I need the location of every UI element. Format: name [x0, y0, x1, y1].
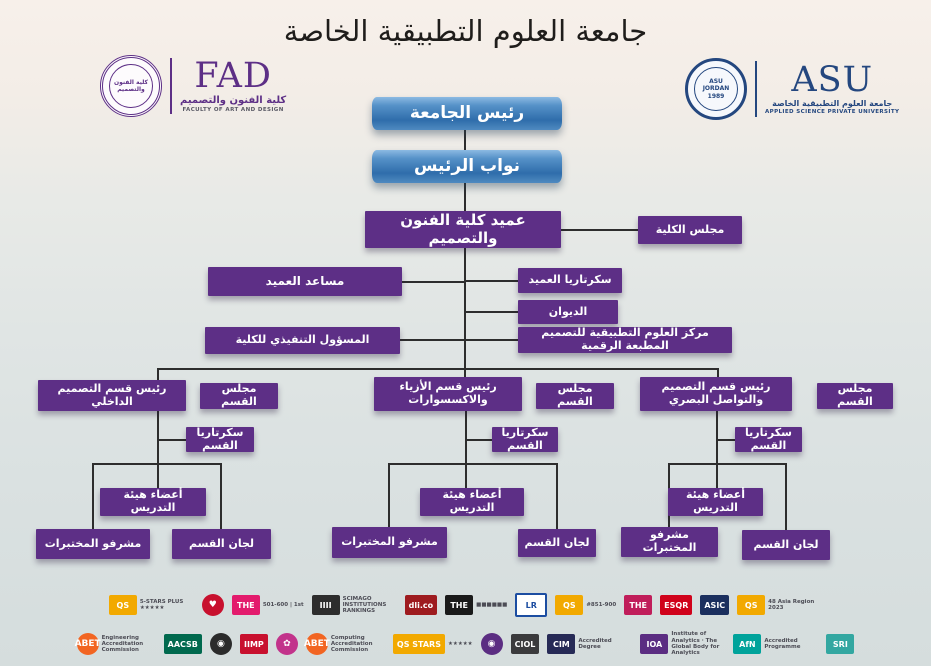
org-node-d3-committees: لجان القسم [742, 530, 830, 560]
lr-register-logo [515, 593, 547, 617]
accreditation-row-2 [0, 628, 931, 660]
sri-badge: SRI [826, 634, 854, 654]
org-node-d2-labs: مشرفو المختبرات [332, 527, 447, 558]
pink-ornament-seal-logo [276, 633, 298, 655]
sri-logo [826, 634, 854, 654]
connector-line [389, 463, 558, 465]
afn-logo [733, 634, 818, 654]
pink-ornament-seal-badge: ✿ [276, 633, 298, 655]
qs-5-stars-plus-badge: QS [109, 595, 137, 615]
connector-line [464, 183, 466, 211]
org-node-executive: المسؤول التنفيذي للكلية [205, 327, 400, 354]
qs-851-900-caption: #851-900 [586, 601, 617, 608]
fad-name-english: FACULTY OF ART AND DESIGN [182, 107, 284, 114]
connector-line [669, 463, 787, 465]
connector-line [388, 463, 390, 527]
fad-logo [100, 55, 286, 117]
qs-851-900-logo [555, 595, 616, 615]
abet-cac-caption: Computing Accreditation Commission [330, 634, 373, 654]
afn-badge: AfN [733, 634, 761, 654]
connector-line [716, 411, 718, 488]
org-node-d2-secretary: سكرتاريا القسم [492, 427, 558, 452]
ciol-logo [511, 634, 540, 654]
org-node-d1-faculty: أعضاء هيئة التدريس [100, 488, 206, 516]
the-501-600-badge: THE [232, 595, 260, 615]
purple-seal-badge: ◉ [481, 633, 503, 655]
org-node-vice-presidents: نواب الرئيس [372, 150, 562, 183]
ioa-badge: IOA [640, 634, 668, 654]
the-arab-rankings-logo [624, 595, 652, 615]
asu-name-arabic: جامعة العلوم التطبيقية الخاصة [772, 98, 893, 108]
qs-5-stars-plus-logo [109, 595, 194, 615]
esqr-award-logo [660, 595, 692, 615]
scimago-rankings-caption: SCIMAGO INSTITUTIONS RANKINGS [342, 595, 387, 615]
the-arab-rankings-badge: THE [624, 595, 652, 615]
globe-seal-logo [210, 633, 232, 655]
university-title [0, 14, 931, 48]
globe-seal-badge: ◉ [210, 633, 232, 655]
connector-line [467, 439, 492, 441]
the-impact-logo [445, 595, 507, 615]
org-node-d2-council: مجلس القسم [536, 383, 614, 409]
jordan-heart-seal-logo [202, 594, 224, 616]
qs-asia-region-caption: 48 Asia Region 2023 [768, 598, 815, 611]
fad-acronym: FAD [194, 55, 272, 96]
scimago-rankings-badge: IIII [312, 595, 340, 615]
connector-line [157, 368, 719, 370]
org-node-d2-committees: لجان القسم [518, 529, 596, 557]
jordan-heart-seal-badge: ♥ [202, 594, 224, 616]
connector-line [556, 463, 558, 529]
connector-line [92, 463, 94, 529]
iimp-logo [240, 634, 268, 654]
org-node-d2-head: رئيس قسم الأزياء والاكسسوارات [374, 377, 522, 411]
esqr-award-badge: ESQR [660, 595, 692, 615]
qs-stars-badge: QS STARS [393, 634, 445, 654]
org-node-d3-faculty: أعضاء هيئة التدريس [668, 488, 763, 516]
org-node-dean-secretary: سكرتاريا العميد [518, 268, 622, 293]
org-node-d3-head: رئيس قسم التصميم والتواصل البصري [640, 377, 792, 411]
connector-line [93, 463, 222, 465]
org-node-president: رئيس الجامعة [372, 97, 562, 130]
cim-badge: CIM [547, 634, 575, 654]
cim-logo [547, 634, 632, 654]
iimp-badge: IIMP [240, 634, 268, 654]
qs-851-900-badge: QS [555, 595, 583, 615]
accreditation-row-1 [0, 590, 931, 620]
dli-seal-logo [405, 595, 438, 615]
connector-line [400, 339, 466, 341]
connector-line [561, 229, 638, 231]
purple-seal-logo [481, 633, 503, 655]
the-impact-caption: ■■■■■■ [476, 601, 508, 608]
connector-line [464, 248, 466, 368]
fad-seal-icon [100, 55, 162, 117]
asu-acronym: ASU [791, 60, 874, 101]
connector-line [157, 411, 159, 488]
connector-line [466, 339, 518, 341]
org-node-design-center: مركز العلوم التطبيقية للتصميم المطبعة الرقمية [518, 327, 732, 353]
connector-line [466, 311, 518, 313]
abet-cac-logo [303, 633, 385, 655]
connector-line [464, 368, 466, 377]
org-node-d1-committees: لجان القسم [172, 529, 271, 559]
org-node-dean: عميد كلية الفنون والتصميم [365, 211, 561, 248]
org-node-d3-secretary: سكرتاريا القسم [735, 427, 802, 452]
aacsb-badge: AACSB [164, 634, 202, 654]
connector-line [718, 439, 735, 441]
connector-line [465, 411, 467, 488]
org-node-faculty-council: مجلس الكلية [638, 216, 742, 244]
ciol-badge: CIOL [511, 634, 540, 654]
fad-name-arabic: كلية الفنون والتصميم [180, 94, 287, 106]
afn-caption: Accredited Programme [764, 637, 801, 650]
connector-line [464, 130, 466, 150]
qs-asia-region-logo [737, 595, 822, 615]
org-node-d3-labs: مشرفو المختبرات [621, 527, 718, 557]
asu-seal-text: ASU JORDAN 1989 [702, 78, 730, 100]
fad-seal-text: كلية الفنون والتصميم [113, 78, 149, 93]
the-501-600-logo [232, 595, 304, 615]
qs-stars-logo [393, 634, 473, 654]
cim-caption: Accredited Degree [578, 637, 612, 650]
abet-eac-caption: Engineering Accreditation Commission [101, 634, 144, 654]
connector-line [157, 368, 159, 380]
qs-stars-caption: ★★★★★ [447, 640, 473, 647]
connector-line [785, 463, 787, 530]
org-node-d3-council: مجلس القسم [817, 383, 893, 409]
connector-line [402, 281, 464, 283]
connector-line [159, 439, 186, 441]
scimago-rankings-logo [312, 595, 397, 615]
ioa-logo [640, 631, 725, 656]
asu-seal-icon [685, 58, 747, 120]
abet-eac-logo [74, 633, 156, 655]
fad-divider [170, 58, 172, 114]
org-node-d1-council: مجلس القسم [200, 383, 278, 409]
org-node-dean-assistant: مساعد العميد [208, 267, 402, 296]
qs-5-stars-plus-caption: 5-STARS PLUS ★★★★★ [139, 598, 184, 611]
aacsb-logo [164, 634, 202, 654]
abet-eac-badge: ABET [77, 633, 99, 655]
asu-logo [685, 58, 899, 120]
asic-accredited-badge: ASIC [700, 595, 729, 615]
the-impact-badge: THE [445, 595, 473, 615]
qs-asia-region-badge: QS [737, 595, 765, 615]
dli-seal-badge: dli.co [405, 595, 438, 615]
asu-name-english: APPLIED SCIENCE PRIVATE UNIVERSITY [765, 109, 900, 116]
connector-line [220, 463, 222, 529]
asic-accredited-logo [700, 595, 729, 615]
connector-line [717, 368, 719, 377]
ioa-caption: Institute of Analytics · The Global Body for Analytics [671, 631, 720, 657]
org-node-d1-head: رئيس قسم التصميم الداخلي [38, 380, 186, 411]
org-node-diwan: الديوان [518, 300, 618, 324]
org-node-d2-faculty: أعضاء هيئة التدريس [420, 488, 524, 516]
abet-cac-badge: ABET [306, 633, 328, 655]
asu-divider [755, 61, 757, 117]
org-node-d1-secretary: سكرتاريا القسم [186, 427, 254, 452]
the-501-600-caption: 501-600 | 1st [262, 601, 304, 608]
lr-register-badge: LR [515, 593, 547, 617]
university-title-text: جامعة العلوم التطبيقية الخاصة [283, 14, 648, 48]
connector-line [466, 280, 518, 282]
org-node-d1-labs: مشرفو المختبرات [36, 529, 150, 559]
